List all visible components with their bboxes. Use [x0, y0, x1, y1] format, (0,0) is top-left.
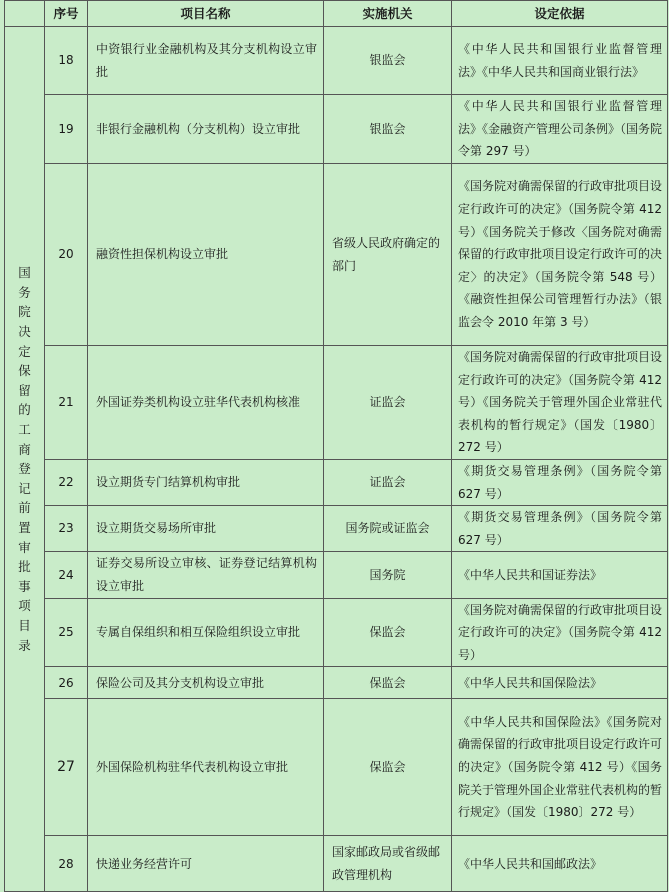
row-legal-basis: 《中华人民共和国银行业监督管理法》《金融资产管理公司条例》（国务院令第 297 号） [452, 95, 668, 164]
row-item-name: 设立期货专门结算机构审批 [88, 460, 324, 506]
table-row [5, 598, 668, 667]
row-seq: 21 [45, 346, 88, 460]
row-item-name: 融资性担保机构设立审批 [88, 164, 324, 346]
row-item-name: 设立期货交易场所审批 [88, 506, 324, 552]
table-row [5, 836, 668, 892]
header-item-name: 项目名称 [88, 1, 324, 27]
header-blank [5, 1, 45, 27]
approval-items-table [4, 0, 668, 892]
row-legal-basis: 《中华人民共和国保险法》 [452, 667, 668, 699]
table-row [5, 699, 668, 836]
row-item-name: 快递业务经营许可 [88, 836, 324, 892]
table-row [5, 506, 668, 552]
row-legal-basis: 《中华人民共和国证券法》 [452, 552, 668, 598]
row-seq: 24 [45, 552, 88, 598]
row-item-name: 外国保险机构驻华代表机构设立审批 [88, 699, 324, 836]
row-legal-basis: 《期货交易管理条例》（国务院令第 627 号） [452, 460, 668, 506]
category-label: 国务院决定保留的工商登记前置审批事项目录 [18, 265, 31, 653]
table-row [5, 460, 668, 506]
row-legal-basis: 《中华人民共和国邮政法》 [452, 836, 668, 892]
row-seq: 25 [45, 598, 88, 667]
row-item-name: 中资银行业金融机构及其分支机构设立审批 [88, 27, 324, 95]
row-authority: 证监会 [324, 460, 452, 506]
row-authority: 国务院或证监会 [324, 506, 452, 552]
row-item-name: 外国证券类机构设立驻华代表机构核准 [88, 346, 324, 460]
row-item-name: 证券交易所设立审核、证券登记结算机构设立审批 [88, 552, 324, 598]
row-seq: 23 [45, 506, 88, 552]
row-authority: 银监会 [324, 27, 452, 95]
table-row [5, 95, 668, 164]
row-item-name: 保险公司及其分支机构设立审批 [88, 667, 324, 699]
row-legal-basis: 《中华人民共和国银行业监督管理法》《中华人民共和国商业银行法》 [452, 27, 668, 95]
table-row [5, 164, 668, 346]
row-authority: 证监会 [324, 346, 452, 460]
row-legal-basis: 《期货交易管理条例》（国务院令第 627 号） [452, 506, 668, 552]
row-seq: 19 [45, 95, 88, 164]
category-cell [5, 27, 45, 892]
table-row [5, 667, 668, 699]
row-seq: 26 [45, 667, 88, 699]
row-legal-basis: 《中华人民共和国保险法》《国务院对确需保留的行政审批项目设定行政许可的决定》（国务院令第 412 号）《国务院关于管理外国企业常驻代表机构的暂行规定》（国发〔1980〕272 号） [452, 699, 668, 836]
header-seq: 序号 [45, 1, 88, 27]
row-seq: 18 [45, 27, 88, 95]
row-legal-basis: 《国务院对确需保留的行政审批项目设定行政许可的决定》（国务院令第 412 号）《国务院关于管理外国企业常驻代表机构的暂行规定》（国发〔1980〕272 号） [452, 346, 668, 460]
table-row [5, 27, 668, 95]
row-legal-basis: 《国务院对确需保留的行政审批项目设定行政许可的决定》（国务院令第 412 号）《国务院关于修改〈国务院对确需保留的行政审批项目设定行政许可的决定〉的决定》（国务院令第 548 号）《融资性担保公司管理暂行办法》（银监会令 2010 年第 3 号） [452, 164, 668, 346]
row-seq: 28 [45, 836, 88, 892]
row-authority: 国务院 [324, 552, 452, 598]
row-authority: 保监会 [324, 699, 452, 836]
row-item-name: 非银行金融机构（分支机构）设立审批 [88, 95, 324, 164]
table-row [5, 552, 668, 598]
row-seq: 20 [45, 164, 88, 346]
row-authority: 保监会 [324, 598, 452, 667]
row-legal-basis: 《国务院对确需保留的行政审批项目设定行政许可的决定》（国务院令第 412 号） [452, 598, 668, 667]
row-authority: 银监会 [324, 95, 452, 164]
row-seq: 22 [45, 460, 88, 506]
row-seq: 27 [45, 699, 88, 836]
row-authority: 省级人民政府确定的部门 [324, 164, 452, 346]
header-legal-basis: 设定依据 [452, 1, 668, 27]
header-authority: 实施机关 [324, 1, 452, 27]
row-item-name: 专属自保组织和相互保险组织设立审批 [88, 598, 324, 667]
table-row [5, 346, 668, 460]
row-authority: 国家邮政局或省级邮政管理机构 [324, 836, 452, 892]
row-authority: 保监会 [324, 667, 452, 699]
table-header-row [5, 1, 668, 27]
